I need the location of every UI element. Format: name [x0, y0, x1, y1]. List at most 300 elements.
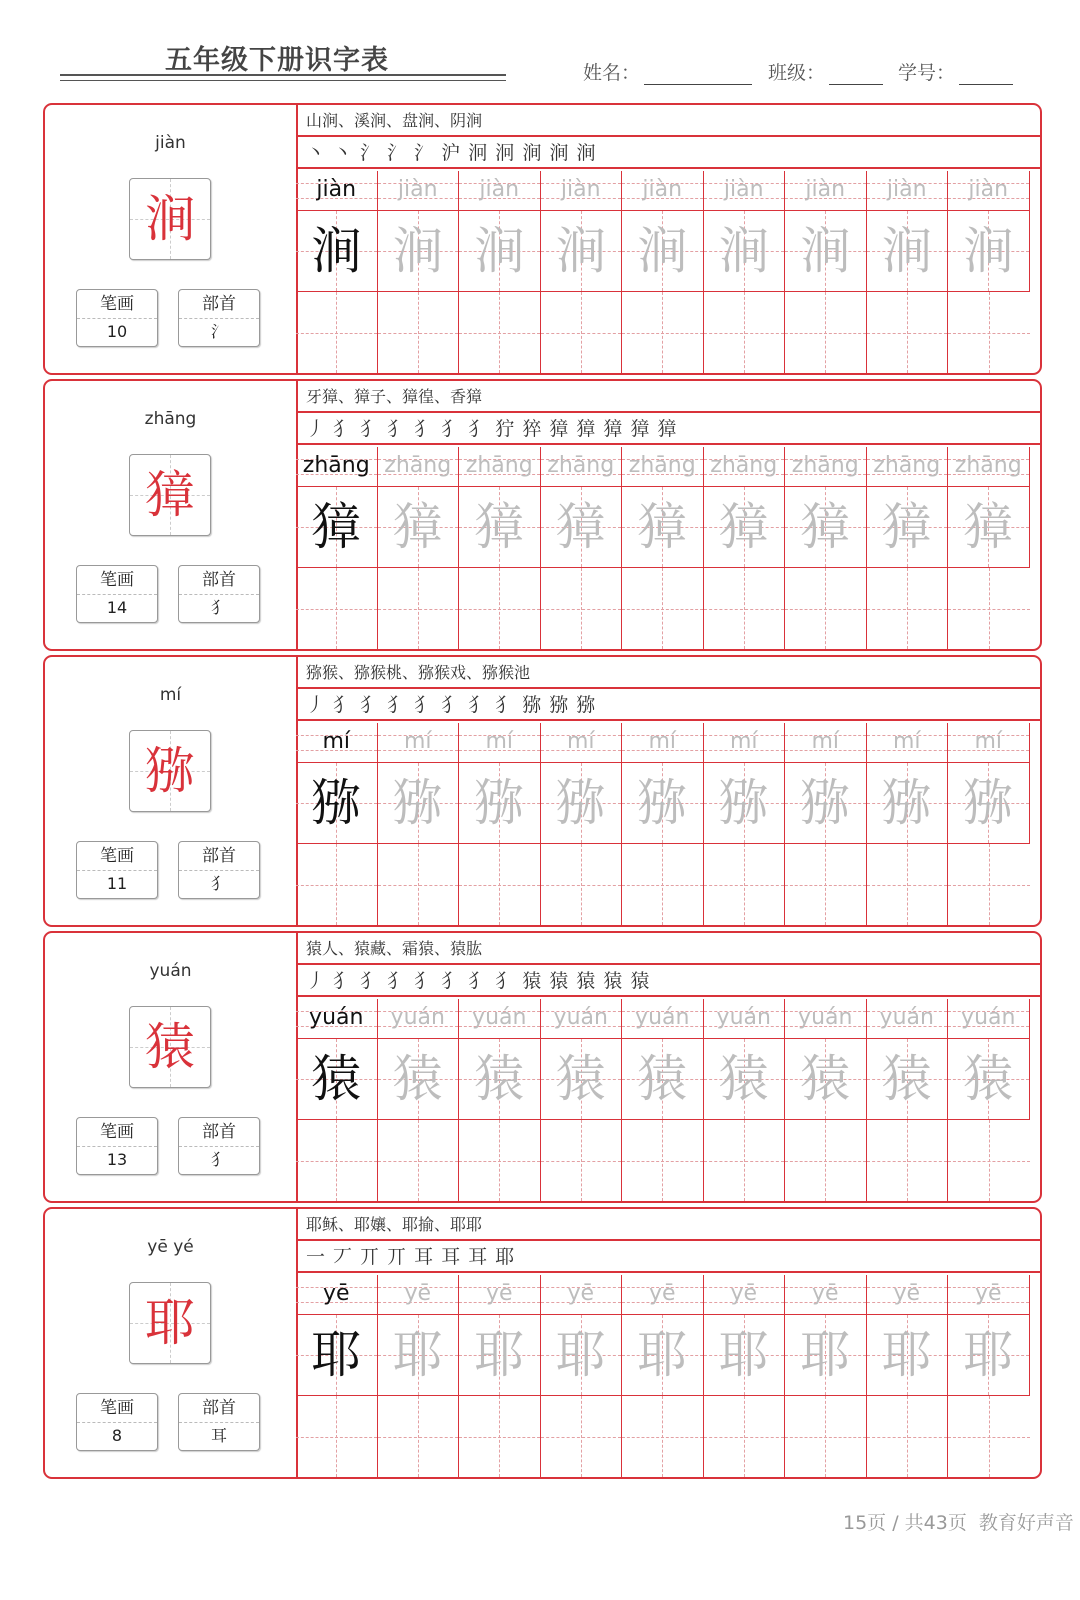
pinyin-trace: yē	[893, 1281, 921, 1306]
pinyin-cell[interactable]	[296, 723, 378, 763]
page-title: 五年级下册识字表	[165, 45, 389, 76]
pinyin-trace: mí	[974, 729, 1003, 754]
pinyin-trace: yē	[567, 1281, 595, 1306]
empty-writing-cell[interactable]	[622, 844, 704, 925]
pinyin-cell[interactable]	[867, 723, 949, 763]
pinyin-trace: yē	[811, 1281, 839, 1306]
character-display: 猕	[145, 742, 195, 800]
tracing-cell[interactable]	[459, 1039, 541, 1120]
stroke-count-label: 笔画	[77, 1118, 157, 1147]
empty-writing-cell[interactable]	[704, 568, 786, 649]
tracing-cell[interactable]	[704, 1315, 786, 1396]
empty-writing-cell[interactable]	[948, 1120, 1030, 1201]
tracing-cell[interactable]	[704, 763, 786, 844]
empty-writing-cell[interactable]	[541, 1120, 623, 1201]
empty-writing-cell[interactable]	[459, 1396, 541, 1477]
name-label: 姓名：	[583, 62, 641, 84]
pinyin-trace: mí	[811, 729, 840, 754]
pinyin-cell[interactable]	[867, 999, 949, 1039]
tracing-cell[interactable]	[459, 487, 541, 568]
character-display: 獐	[145, 466, 195, 524]
practice-grid	[296, 1275, 1040, 1477]
radical-value: 犭	[210, 874, 227, 893]
name-blank[interactable]	[644, 66, 752, 85]
header	[0, 0, 1080, 100]
empty-writing-cell[interactable]	[867, 292, 949, 373]
pinyin-trace: yuán	[961, 1005, 1016, 1030]
id-blank[interactable]	[959, 66, 1013, 85]
pinyin-trace: zhāng	[873, 453, 941, 478]
pinyin-model: zhāng	[302, 453, 370, 478]
character-trace: 猕	[718, 774, 769, 832]
tracing-cell[interactable]	[296, 487, 378, 568]
pinyin-cell[interactable]	[459, 447, 541, 487]
pinyin-cell[interactable]	[867, 1275, 949, 1315]
pinyin-cell[interactable]	[622, 1275, 704, 1315]
tracing-cell[interactable]	[948, 487, 1030, 568]
practice-panel	[296, 657, 1040, 925]
stroke-count-box	[76, 1393, 158, 1451]
tracing-cell[interactable]	[867, 763, 949, 844]
empty-writing-cell[interactable]	[785, 292, 867, 373]
character-entry	[43, 931, 1042, 1203]
empty-writing-cell[interactable]	[622, 568, 704, 649]
empty-writing-cell[interactable]	[785, 1120, 867, 1201]
pinyin-trace: mí	[892, 729, 921, 754]
pinyin-model: jiàn	[316, 177, 357, 202]
pinyin-cell[interactable]	[296, 999, 378, 1039]
character-trace: 猕	[555, 774, 606, 832]
empty-writing-cell[interactable]	[622, 1396, 704, 1477]
tracing-cell[interactable]	[378, 763, 460, 844]
empty-writing-cell[interactable]	[296, 1396, 378, 1477]
empty-writing-cell[interactable]	[296, 844, 378, 925]
example-words: 猕猴、猕猴桃、猕猴戏、猕猴池	[296, 657, 1040, 689]
character-trace: 耶	[881, 1326, 932, 1384]
pinyin-cell[interactable]	[785, 171, 867, 211]
pinyin-cell[interactable]	[459, 999, 541, 1039]
character-trace: 猕	[963, 774, 1014, 832]
character-trace: 獐	[800, 498, 851, 556]
pinyin-trace: zhāng	[384, 453, 452, 478]
tracing-cell[interactable]	[785, 1039, 867, 1120]
pinyin-model: mí	[322, 729, 351, 754]
pinyin-trace: yuán	[390, 1005, 445, 1030]
id-field[interactable]	[898, 58, 1013, 85]
pinyin-cell[interactable]	[296, 171, 378, 211]
empty-writing-cell[interactable]	[459, 1120, 541, 1201]
character-trace: 猕	[392, 774, 443, 832]
character-info-panel	[45, 657, 298, 925]
tracing-cell[interactable]	[296, 1039, 378, 1120]
tracing-cell[interactable]	[541, 1315, 623, 1396]
empty-writing-cell[interactable]	[867, 844, 949, 925]
character-info-panel	[45, 105, 298, 373]
pinyin-trace: jiàn	[886, 177, 927, 202]
pinyin-cell[interactable]	[541, 171, 623, 211]
tracing-cell[interactable]	[378, 211, 460, 292]
pinyin-cell[interactable]	[459, 1275, 541, 1315]
empty-writing-cell[interactable]	[296, 568, 378, 649]
pinyin-model: yē	[322, 1281, 350, 1306]
pinyin-cell[interactable]	[785, 1275, 867, 1315]
radical-box	[178, 289, 260, 347]
character-display-box	[129, 454, 211, 536]
stroke-order: 丿 犭 犭 犭 犭 犭 犭 狞 猝 獐 獐 獐 獐 獐	[296, 413, 1040, 445]
pinyin-cell[interactable]	[378, 999, 460, 1039]
example-words: 猿人、猿藏、霜猿、猿肱	[296, 933, 1040, 965]
character-display-box	[129, 1006, 211, 1088]
character-trace: 耶	[555, 1326, 606, 1384]
tracing-cell[interactable]	[622, 1039, 704, 1120]
character-trace: 涧	[637, 222, 688, 280]
character-trace: 猿	[474, 1050, 525, 1108]
empty-writing-cell[interactable]	[541, 1396, 623, 1477]
radical-box	[178, 841, 260, 899]
stroke-count-value: 11	[106, 874, 128, 893]
character-entry	[43, 1207, 1042, 1479]
pinyin-trace: zhāng	[547, 453, 615, 478]
empty-writing-cell[interactable]	[785, 568, 867, 649]
pinyin-trace: yuán	[553, 1005, 608, 1030]
practice-panel	[296, 105, 1040, 373]
footer	[843, 1508, 1074, 1535]
tracing-cell[interactable]	[622, 211, 704, 292]
pinyin-cell[interactable]	[948, 171, 1030, 211]
character-pinyin: jiàn	[155, 133, 186, 153]
character-entry	[43, 379, 1042, 651]
pinyin-cell[interactable]	[622, 723, 704, 763]
tracing-cell[interactable]	[459, 1315, 541, 1396]
pinyin-trace: mí	[485, 729, 514, 754]
stroke-order: 丿 犭 犭 犭 犭 犭 犭 犭 猕 猕 猕	[296, 689, 1040, 721]
empty-writing-cell[interactable]	[948, 568, 1030, 649]
character-trace: 涧	[392, 222, 443, 280]
pinyin-cell[interactable]	[378, 171, 460, 211]
pinyin-cell[interactable]	[622, 447, 704, 487]
example-words: 牙獐、獐子、獐徨、香獐	[296, 381, 1040, 413]
pinyin-trace: jiàn	[723, 177, 764, 202]
radical-box	[178, 1117, 260, 1175]
pinyin-cell[interactable]	[785, 723, 867, 763]
pinyin-trace: zhāng	[628, 453, 696, 478]
stroke-count-box	[76, 565, 158, 623]
tracing-cell[interactable]	[622, 487, 704, 568]
character-pinyin: yuán	[149, 961, 192, 981]
pinyin-cell[interactable]	[704, 171, 786, 211]
character-display-box	[129, 1282, 211, 1364]
radical-label: 部首	[179, 1118, 259, 1147]
pinyin-trace: zhāng	[710, 453, 778, 478]
tracing-cell[interactable]	[867, 1039, 949, 1120]
empty-writing-cell[interactable]	[459, 568, 541, 649]
pinyin-cell[interactable]	[948, 723, 1030, 763]
tracing-cell[interactable]	[541, 763, 623, 844]
character-model: 猕	[311, 774, 362, 832]
character-entry	[43, 655, 1042, 927]
character-info-panel	[45, 1209, 298, 1477]
pinyin-cell[interactable]	[704, 447, 786, 487]
pinyin-cell[interactable]	[459, 723, 541, 763]
pinyin-cell[interactable]	[785, 999, 867, 1039]
stroke-order: 丶 丶 氵 氵 氵 沪 泂 泂 涧 涧 涧	[296, 137, 1040, 169]
empty-writing-cell[interactable]	[785, 844, 867, 925]
empty-writing-cell[interactable]	[867, 1396, 949, 1477]
empty-writing-cell[interactable]	[867, 568, 949, 649]
pinyin-cell[interactable]	[378, 447, 460, 487]
character-trace: 耶	[392, 1326, 443, 1384]
character-trace: 耶	[718, 1326, 769, 1384]
practice-panel	[296, 381, 1040, 649]
empty-writing-cell[interactable]	[704, 1120, 786, 1201]
character-trace: 猿	[800, 1050, 851, 1108]
pinyin-cell[interactable]	[459, 171, 541, 211]
empty-writing-cell[interactable]	[704, 292, 786, 373]
stroke-count-value: 8	[111, 1426, 123, 1445]
pinyin-cell[interactable]	[296, 447, 378, 487]
tracing-cell[interactable]	[378, 1039, 460, 1120]
character-trace: 涧	[718, 222, 769, 280]
empty-writing-cell[interactable]	[378, 568, 460, 649]
character-trace: 猕	[474, 774, 525, 832]
empty-writing-cell[interactable]	[378, 292, 460, 373]
radical-value: 犭	[210, 1150, 227, 1169]
tracing-cell[interactable]	[541, 211, 623, 292]
empty-writing-cell[interactable]	[622, 1120, 704, 1201]
pinyin-trace: yuán	[716, 1005, 771, 1030]
tracing-cell[interactable]	[867, 487, 949, 568]
tracing-cell[interactable]	[785, 487, 867, 568]
pinyin-cell[interactable]	[622, 999, 704, 1039]
empty-writing-cell[interactable]	[378, 1120, 460, 1201]
character-pinyin: zhāng	[144, 409, 197, 429]
character-trace: 猿	[555, 1050, 606, 1108]
pinyin-cell[interactable]	[541, 1275, 623, 1315]
pinyin-model: yuán	[309, 1005, 364, 1030]
tracing-cell[interactable]	[704, 487, 786, 568]
pinyin-trace: yē	[730, 1281, 758, 1306]
empty-writing-cell[interactable]	[459, 844, 541, 925]
title-underline	[60, 74, 506, 76]
empty-writing-cell[interactable]	[704, 1396, 786, 1477]
character-pinyin: mí	[159, 685, 182, 705]
character-trace: 涧	[881, 222, 932, 280]
tracing-cell[interactable]	[704, 211, 786, 292]
empty-writing-cell[interactable]	[948, 292, 1030, 373]
pinyin-trace: zhāng	[465, 453, 533, 478]
tracing-cell[interactable]	[541, 1039, 623, 1120]
tracing-cell[interactable]	[459, 763, 541, 844]
character-trace: 耶	[637, 1326, 688, 1384]
pinyin-trace: jiàn	[642, 177, 683, 202]
character-display-box	[129, 730, 211, 812]
character-display: 猿	[145, 1018, 195, 1076]
character-info-panel	[45, 933, 298, 1201]
stroke-count-box	[76, 1117, 158, 1175]
pinyin-cell[interactable]	[867, 447, 949, 487]
character-trace: 獐	[637, 498, 688, 556]
radical-label: 部首	[179, 290, 259, 319]
pinyin-cell[interactable]	[948, 447, 1030, 487]
pinyin-cell[interactable]	[296, 1275, 378, 1315]
class-blank[interactable]	[829, 66, 883, 85]
character-trace: 獐	[963, 498, 1014, 556]
radical-value: 耳	[210, 1426, 227, 1445]
name-field[interactable]	[583, 58, 752, 85]
stroke-count-label: 笔画	[77, 290, 157, 319]
example-words: 耶稣、耶孃、耶揄、耶耶	[296, 1209, 1040, 1241]
pinyin-trace: yuán	[635, 1005, 690, 1030]
stroke-count-value: 14	[106, 598, 128, 617]
character-trace: 耶	[963, 1326, 1014, 1384]
tracing-cell[interactable]	[622, 1315, 704, 1396]
character-trace: 涧	[800, 222, 851, 280]
pinyin-cell[interactable]	[541, 723, 623, 763]
class-label: 班级：	[768, 62, 826, 84]
character-model: 涧	[311, 222, 362, 280]
tracing-cell[interactable]	[704, 1039, 786, 1120]
character-trace: 獐	[881, 498, 932, 556]
stroke-order: 丿 犭 犭 犭 犭 犭 犭 犭 猿 猿 猿 猿 猿	[296, 965, 1040, 997]
practice-grid	[296, 447, 1040, 649]
stroke-count-box	[76, 841, 158, 899]
tracing-cell[interactable]	[296, 211, 378, 292]
empty-writing-cell[interactable]	[378, 844, 460, 925]
radical-value: 犭	[210, 598, 227, 617]
character-display-box	[129, 178, 211, 260]
tracing-cell[interactable]	[948, 1039, 1030, 1120]
empty-writing-cell[interactable]	[459, 292, 541, 373]
tracing-cell[interactable]	[948, 1315, 1030, 1396]
class-field[interactable]	[768, 58, 883, 85]
practice-panel	[296, 933, 1040, 1201]
radical-box	[178, 1393, 260, 1451]
character-trace: 耶	[474, 1326, 525, 1384]
pinyin-trace: mí	[403, 729, 432, 754]
character-trace: 猕	[881, 774, 932, 832]
character-info-panel	[45, 381, 298, 649]
character-trace: 涧	[963, 222, 1014, 280]
page-number: 15页 / 共43页	[843, 1512, 967, 1534]
character-trace: 耶	[800, 1326, 851, 1384]
tracing-cell[interactable]	[867, 1315, 949, 1396]
radical-label: 部首	[179, 566, 259, 595]
pinyin-trace: jiàn	[479, 177, 520, 202]
character-model: 耶	[311, 1326, 362, 1384]
pinyin-trace: yē	[404, 1281, 432, 1306]
empty-writing-cell[interactable]	[541, 844, 623, 925]
tracing-cell[interactable]	[785, 211, 867, 292]
empty-writing-cell[interactable]	[622, 292, 704, 373]
stroke-count-label: 笔画	[77, 1394, 157, 1423]
pinyin-cell[interactable]	[378, 1275, 460, 1315]
title-underline-thin	[60, 80, 506, 81]
stroke-count-label: 笔画	[77, 566, 157, 595]
pinyin-trace: yē	[974, 1281, 1002, 1306]
character-trace: 獐	[718, 498, 769, 556]
character-display: 涧	[145, 190, 195, 248]
pinyin-cell[interactable]	[867, 171, 949, 211]
empty-writing-cell[interactable]	[704, 844, 786, 925]
tracing-cell[interactable]	[296, 1315, 378, 1396]
character-model: 獐	[311, 498, 362, 556]
empty-writing-cell[interactable]	[948, 844, 1030, 925]
pinyin-cell[interactable]	[541, 447, 623, 487]
empty-writing-cell[interactable]	[867, 1120, 949, 1201]
character-trace: 獐	[555, 498, 606, 556]
stroke-count-value: 10	[106, 322, 128, 341]
practice-grid	[296, 171, 1040, 373]
stroke-count-value: 13	[106, 1150, 128, 1169]
pinyin-trace: mí	[729, 729, 758, 754]
tracing-cell[interactable]	[622, 763, 704, 844]
character-pinyin: yē yé	[147, 1237, 194, 1257]
stroke-count-label: 笔画	[77, 842, 157, 871]
tracing-cell[interactable]	[948, 211, 1030, 292]
tracing-cell[interactable]	[378, 1315, 460, 1396]
character-trace: 猕	[637, 774, 688, 832]
pinyin-trace: jiàn	[397, 177, 438, 202]
practice-grid	[296, 723, 1040, 925]
empty-writing-cell[interactable]	[541, 292, 623, 373]
empty-writing-cell[interactable]	[296, 1120, 378, 1201]
pinyin-trace: yuán	[879, 1005, 934, 1030]
pinyin-cell[interactable]	[948, 999, 1030, 1039]
character-trace: 涧	[555, 222, 606, 280]
pinyin-cell[interactable]	[541, 999, 623, 1039]
pinyin-cell[interactable]	[704, 999, 786, 1039]
character-trace: 猿	[718, 1050, 769, 1108]
character-trace: 猿	[637, 1050, 688, 1108]
tracing-cell[interactable]	[948, 763, 1030, 844]
character-display: 耶	[145, 1294, 195, 1352]
pinyin-cell[interactable]	[704, 723, 786, 763]
tracing-cell[interactable]	[459, 211, 541, 292]
tracing-cell[interactable]	[378, 487, 460, 568]
radical-label: 部首	[179, 1394, 259, 1423]
radical-value: 氵	[210, 322, 227, 341]
character-trace: 猕	[800, 774, 851, 832]
character-trace: 涧	[474, 222, 525, 280]
tracing-cell[interactable]	[785, 1315, 867, 1396]
tracing-cell[interactable]	[541, 487, 623, 568]
pinyin-trace: mí	[648, 729, 677, 754]
pinyin-trace: jiàn	[560, 177, 601, 202]
empty-writing-cell[interactable]	[378, 1396, 460, 1477]
empty-writing-cell[interactable]	[948, 1396, 1030, 1477]
pinyin-trace: jiàn	[805, 177, 846, 202]
pinyin-cell[interactable]	[704, 1275, 786, 1315]
pinyin-trace: yē	[648, 1281, 676, 1306]
radical-label: 部首	[179, 842, 259, 871]
empty-writing-cell[interactable]	[785, 1396, 867, 1477]
character-trace: 猿	[881, 1050, 932, 1108]
tracing-cell[interactable]	[296, 763, 378, 844]
practice-grid	[296, 999, 1040, 1201]
tracing-cell[interactable]	[785, 763, 867, 844]
practice-panel	[296, 1209, 1040, 1477]
empty-writing-cell[interactable]	[541, 568, 623, 649]
pinyin-cell[interactable]	[948, 1275, 1030, 1315]
radical-box	[178, 565, 260, 623]
tracing-cell[interactable]	[867, 211, 949, 292]
character-trace: 猿	[963, 1050, 1014, 1108]
empty-writing-cell[interactable]	[296, 292, 378, 373]
pinyin-trace: mí	[566, 729, 595, 754]
pinyin-cell[interactable]	[785, 447, 867, 487]
pinyin-cell[interactable]	[622, 171, 704, 211]
pinyin-cell[interactable]	[378, 723, 460, 763]
